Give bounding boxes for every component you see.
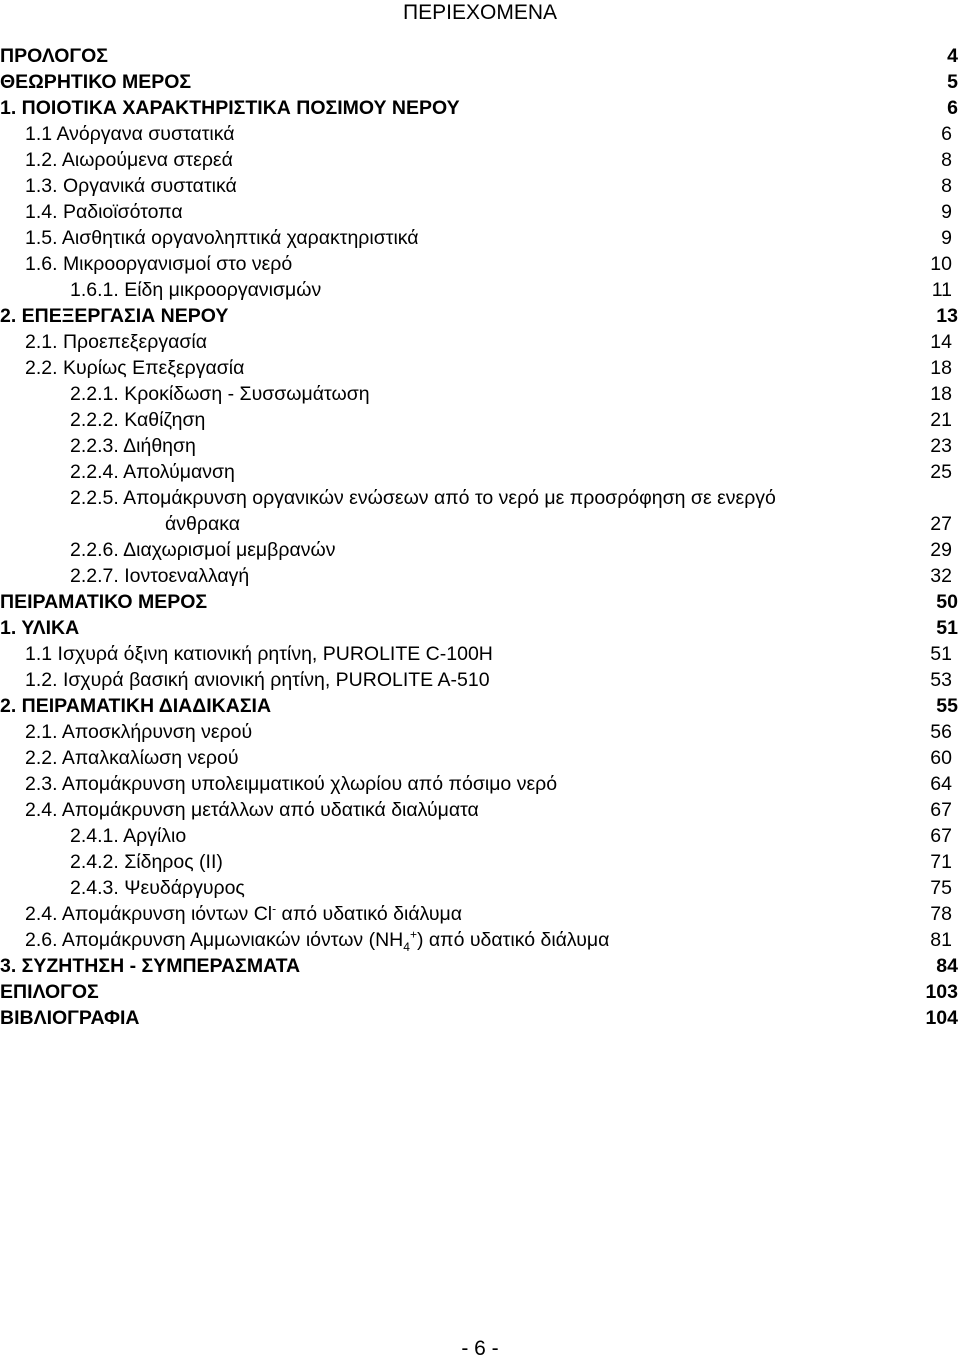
toc-entry-page: 27 <box>930 513 952 535</box>
toc-entry-label: 2.2.1. Κροκίδωση - Συσσωμάτωση <box>70 383 370 405</box>
toc-entry-label <box>25 927 609 953</box>
toc-entry-page: 78 <box>930 903 952 925</box>
toc-entry-page: 56 <box>930 721 952 743</box>
toc-entry-prologue <box>0 43 960 69</box>
toc-entry-label-post: ) από υδατικό διάλυμα <box>416 929 610 951</box>
toc-entry-section <box>0 719 960 745</box>
toc-entry-page: 6 <box>947 97 958 119</box>
toc-entry-chapter <box>0 303 960 329</box>
toc-entry-page: 103 <box>925 981 958 1003</box>
toc-entry-label-pre: 2.6. Απομάκρυνση Αμμωνιακών ιόντων (NH <box>25 929 404 951</box>
toc-entry-section <box>0 797 960 823</box>
toc-entry-page: 29 <box>930 539 952 561</box>
table-of-contents <box>0 43 960 1031</box>
toc-entry-page: 11 <box>931 279 952 301</box>
toc-entry-label-line2: άνθρακα <box>165 513 241 535</box>
toc-entry-label: 2.2.7. Ιοντοεναλλαγή <box>70 565 250 587</box>
toc-entry-page: 9 <box>941 201 952 223</box>
toc-entry-label: ΠΡΟΛΟΓΟΣ <box>0 45 108 67</box>
toc-entry-section <box>0 901 960 927</box>
toc-entry-label: 1.6.1. Είδη μικροοργανισμών <box>70 279 322 301</box>
toc-entry-label: 1.6. Μικροοργανισμοί στο νερό <box>25 253 293 275</box>
toc-entry-label-post: από υδατικό διάλυμα <box>276 903 463 925</box>
toc-entry-page: 18 <box>930 357 952 379</box>
toc-entry-subsection <box>0 459 960 485</box>
toc-entry-epilogue <box>0 979 960 1005</box>
toc-entry-page: 64 <box>930 773 952 795</box>
page-title: ΠΕΡΙΕΧΟΜΕΝΑ <box>402 1 558 24</box>
toc-entry-page: 71 <box>930 851 952 873</box>
toc-entry-page: 75 <box>930 877 952 899</box>
toc-entry-subsection <box>0 407 960 433</box>
toc-entry-page: 21 <box>930 409 952 431</box>
toc-entry-label: 2.2.3. Διήθηση <box>70 435 196 457</box>
toc-entry-label: ΕΠΙΛΟΓΟΣ <box>0 981 99 1003</box>
toc-entry-label: 2.4. Απομάκρυνση μετάλλων από υδατικά διαλύματα <box>25 799 479 821</box>
toc-entry-subsection <box>0 433 960 459</box>
toc-entry-chapter <box>0 953 960 979</box>
toc-entry-label: 1.1 Ισχυρά όξινη κατιονική ρητίνη, PUROLITE C-100H <box>25 643 493 665</box>
toc-entry-label: 1.2. Ισχυρά βασική ανιονική ρητίνη, PUROLITE A-510 <box>25 669 490 691</box>
toc-entry-section <box>0 225 960 251</box>
toc-entry-page: 32 <box>930 565 952 587</box>
toc-entry-label: ΠΕΙΡΑΜΑΤΙΚΟ ΜΕΡΟΣ <box>0 591 208 613</box>
toc-entry-page: 51 <box>936 617 958 639</box>
toc-entry-page: 23 <box>930 435 952 457</box>
toc-entry-page: 10 <box>930 253 952 275</box>
toc-entry-label: 2.2.4. Απολύμανση <box>70 461 235 483</box>
toc-entry-label: 2.2.2. Καθίζηση <box>70 409 206 431</box>
toc-entry-page: 25 <box>930 461 952 483</box>
toc-entry-section <box>0 251 960 277</box>
toc-entry-section <box>0 641 960 667</box>
toc-entry-subsection <box>0 277 960 303</box>
toc-entry-label: 2.4.3. Ψευδάργυρος <box>70 877 245 899</box>
toc-entry-section <box>0 927 960 953</box>
toc-entry-page: 18 <box>930 383 952 405</box>
toc-entry-bibliography <box>0 1005 960 1031</box>
toc-entry-subsection <box>0 849 960 875</box>
toc-entry-label: 2.2.6. Διαχωρισμοί μεμβρανών <box>70 539 336 561</box>
toc-entry-label: 1.1 Ανόργανα συστατικά <box>25 123 235 145</box>
toc-entry-page: 55 <box>936 695 958 717</box>
toc-entry-subsection <box>0 563 960 589</box>
toc-entry-chapter <box>0 95 960 121</box>
toc-entry-label: 2. ΕΠΕΞΕΡΓΑΣΙΑ ΝΕΡΟΥ <box>0 305 229 327</box>
toc-entry-section <box>0 173 960 199</box>
toc-entry-page: 81 <box>930 929 952 951</box>
toc-entry-subsection <box>0 381 960 407</box>
toc-entry-section <box>0 329 960 355</box>
toc-entry-label: 1. ΠΟΙΟΤΙΚΑ ΧΑΡΑΚΤΗΡΙΣΤΙΚΑ ΠΟΣΙΜΟΥ ΝΕΡΟΥ <box>0 97 460 119</box>
toc-entry-label: 1.3. Οργανικά συστατικά <box>25 175 237 197</box>
toc-entry-theoretical-part <box>0 69 960 95</box>
toc-entry-label: 2.3. Απομάκρυνση υπολειμματικού χλωρίου από πόσιμο νερό <box>25 773 558 795</box>
toc-entry-page: 50 <box>936 591 958 613</box>
toc-entry-label-superscript: - <box>272 901 277 916</box>
toc-entry-page: 8 <box>941 175 952 197</box>
toc-entry-page: 14 <box>930 331 952 353</box>
toc-entry-label: 3. ΣΥΖΗΤΗΣΗ - ΣΥΜΠΕΡΑΣΜΑΤΑ <box>0 955 301 977</box>
toc-entry-label: 2.1. Αποσκλήρυνση νερού <box>25 721 253 743</box>
toc-entry-label: 2.4.2. Σίδηρος (ΙΙ) <box>70 851 223 873</box>
toc-entry-subsection <box>0 485 960 537</box>
toc-entry-label: 2.1. Προεπεξεργασία <box>25 331 207 353</box>
toc-entry-label-subscript: 4 <box>403 939 410 954</box>
toc-entry-section <box>0 355 960 381</box>
toc-entry-chapter <box>0 693 960 719</box>
toc-entry-label: 1.4. Ραδιοϊσότοπα <box>25 201 183 223</box>
toc-entry-label: 1. ΥΛΙΚΑ <box>0 617 80 639</box>
toc-entry-label <box>25 901 462 927</box>
toc-entry-subsection <box>0 875 960 901</box>
toc-entry-label <box>70 485 776 537</box>
toc-entry-chapter <box>0 615 960 641</box>
toc-entry-page: 51 <box>930 643 952 665</box>
toc-entry-page: 53 <box>930 669 952 691</box>
toc-entry-label: 2.2. Απαλκαλίωση νερού <box>25 747 239 769</box>
toc-entry-label: ΒΙΒΛΙΟΓΡΑΦΙΑ <box>0 1007 140 1029</box>
toc-entry-subsection <box>0 823 960 849</box>
toc-entry-label-superscript: + <box>409 927 417 942</box>
toc-entry-experimental-part <box>0 589 960 615</box>
toc-entry-page: 4 <box>947 45 958 67</box>
toc-entry-page: 6 <box>941 123 952 145</box>
toc-entry-section <box>0 745 960 771</box>
toc-entry-label: ΘΕΩΡΗΤΙΚΟ ΜΕΡΟΣ <box>0 71 192 93</box>
toc-entry-section <box>0 771 960 797</box>
toc-entry-label: 2.2. Κυρίως Επεξεργασία <box>25 357 245 379</box>
toc-entry-label-pre: 2.4. Απομάκρυνση ιόντων Cl <box>25 903 273 925</box>
toc-entry-label: 2.4.1. Αργίλιο <box>70 825 187 847</box>
toc-entry-label: 1.5. Αισθητικά οργανοληπτικά χαρακτηριστικά <box>25 227 419 249</box>
page-number: - 6 - <box>461 1337 499 1360</box>
toc-entry-label: 1.2. Αιωρούμενα στερεά <box>25 149 233 171</box>
toc-entry-page: 8 <box>941 149 952 171</box>
toc-entry-page: 60 <box>930 747 952 769</box>
toc-entry-page: 67 <box>930 799 952 821</box>
toc-entry-section <box>0 667 960 693</box>
toc-entry-subsection <box>0 537 960 563</box>
toc-entry-label-line1: 2.2.5. Απομάκρυνση οργανικών ενώσεων από το νερό με προσρόφηση σε ενεργό <box>70 487 776 509</box>
toc-entry-page: 84 <box>936 955 958 977</box>
toc-entry-page: 5 <box>947 71 958 93</box>
toc-entry-page: 9 <box>941 227 952 249</box>
toc-entry-section <box>0 147 960 173</box>
toc-entry-section <box>0 199 960 225</box>
toc-entry-label: 2. ΠΕΙΡΑΜΑΤΙΚΗ ΔΙΑΔΙΚΑΣΙΑ <box>0 695 272 717</box>
toc-entry-page: 104 <box>925 1007 958 1029</box>
toc-entry-section <box>0 121 960 147</box>
toc-entry-page: 67 <box>930 825 952 847</box>
toc-entry-page: 13 <box>936 305 958 327</box>
